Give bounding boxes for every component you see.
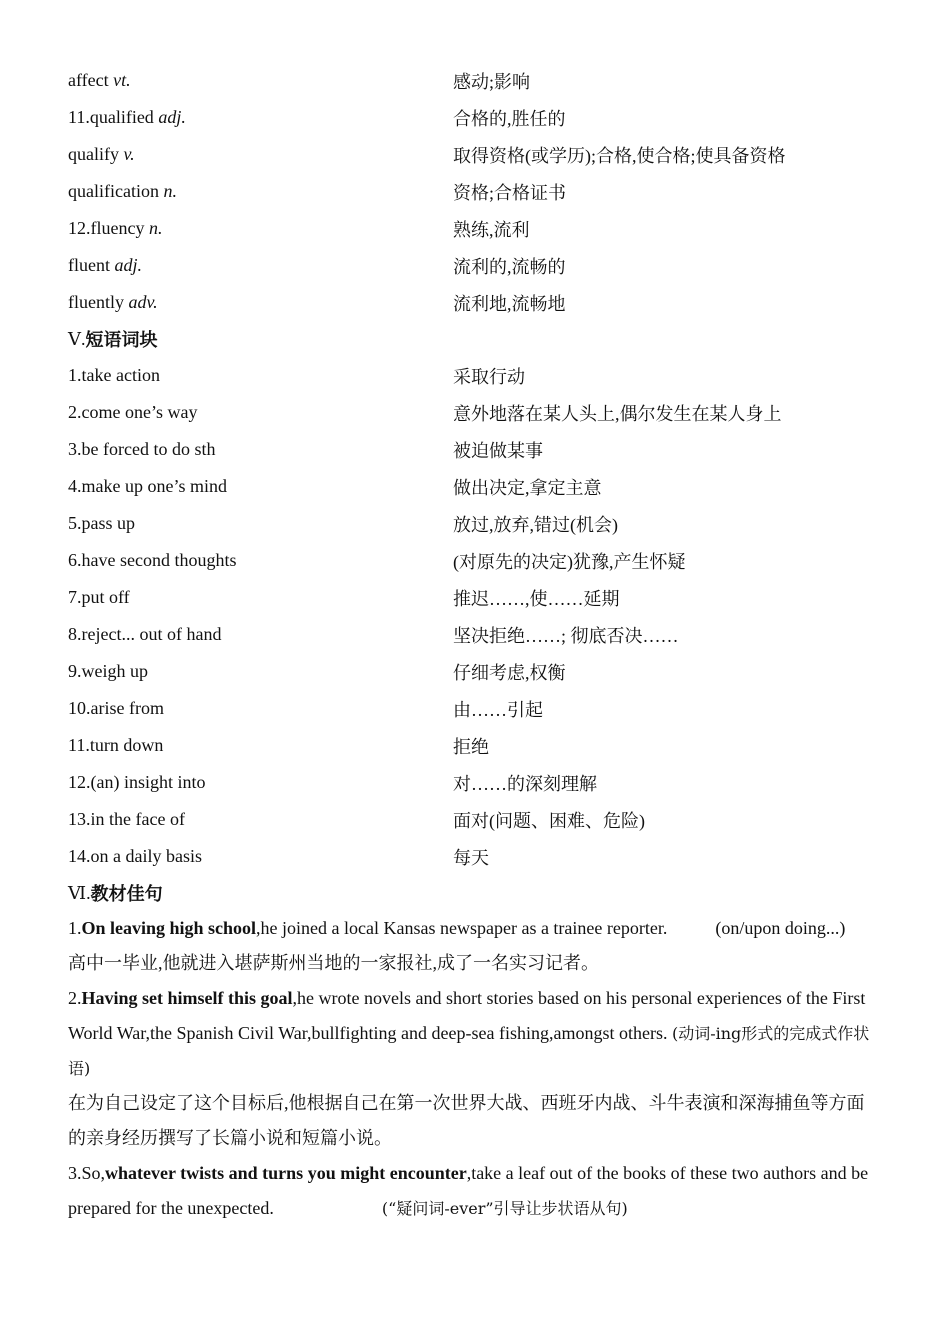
phrase-en: 8.reject... out of hand [68,624,222,644]
section-number: Ⅴ. [68,328,86,349]
phrase-row [68,431,880,468]
sentence-key-phrase: Having set himself this goal [81,988,293,1008]
vocab-pos: v. [123,144,135,164]
phrase-row [68,505,880,542]
phrase-en: 3.be forced to do sth [68,439,216,459]
vocab-pos: n. [163,181,177,201]
phrase-en: 1.take action [68,365,160,385]
phrase-zh: 推迟……,使……延期 [453,588,620,609]
sentence-text: ,he wrote novels and short stories based on his personal experiences of the First World War,the Spanish Civil War,bullfighting and deep-sea fishing,amongst others. [68,988,866,1043]
section-title: 教材佳句 [90,884,163,904]
sentence-number: 3.So, [68,1163,106,1183]
phrase-en: 6.have second thoughts [68,550,237,570]
vocab-row [68,136,880,173]
sentence-3 [68,1156,880,1226]
vocab-row [68,284,880,321]
phrase-zh: 仔细考虑,权衡 [453,662,566,683]
phrase-row [68,357,880,394]
vocab-pos: vt. [113,70,131,90]
section-title: 短语词块 [85,330,158,350]
vocab-pos: n. [148,218,163,238]
vocab-word: 12.fluency [68,218,145,238]
grammar-note: (“疑问词-ever”引导让步状语从句) [381,1199,628,1218]
phrase-row [68,579,880,616]
phrase-zh: 放过,放弃,错过(机会) [453,514,618,535]
sentence-number: 1. [68,918,82,938]
phrase-row [68,616,880,653]
phrase-en: 10.arise from [68,698,164,718]
vocab-word: 11.qualified [68,107,154,127]
vocab-meaning: 取得资格(或学历);合格,使合格;使具备资格 [453,145,786,166]
sentence-2 [68,981,880,1086]
phrase-zh: (对原先的决定)犹豫,产生怀疑 [453,551,686,572]
vocab-row [68,173,880,210]
phrase-en: 4.make up one’s mind [68,476,227,496]
phrase-zh: 意外地落在某人头上,偶尔发生在某人身上 [453,403,782,424]
vocab-meaning: 资格;合格证书 [453,182,567,203]
vocab-list [68,62,880,321]
vocab-row [68,210,880,247]
grammar-note: (动词-ing形式的完成式作状语) [68,1024,870,1078]
phrase-en: 11.turn down [68,735,164,755]
vocab-meaning: 合格的,胜任的 [453,108,566,129]
phrase-zh: 对……的深刻理解 [453,773,597,794]
vocab-word: affect [68,70,109,90]
phrase-row [68,542,880,579]
phrase-row [68,801,880,838]
vocab-pos: adj. [158,107,186,127]
phrase-row [68,690,880,727]
phrase-row [68,727,880,764]
section-heading-phrases [68,321,880,357]
phrase-row [68,468,880,505]
sentence-key-phrase: whatever twists and turns you might encounter [105,1163,467,1183]
sentence-text: ,he joined a local Kansas newspaper as a trainee reporter. [256,918,668,938]
vocab-meaning: 感动;影响 [453,71,531,92]
phrase-zh: 被迫做某事 [453,440,543,461]
sentence-key-phrase: On leaving high school [81,918,257,938]
grammar-note: (on/upon doing...) [715,918,846,938]
vocab-meaning: 流利地,流畅地 [453,293,566,314]
phrase-zh: 采取行动 [453,366,525,387]
vocab-word: fluent [68,255,110,275]
phrase-zh: 做出决定,拿定主意 [453,477,602,498]
vocab-pos: adj. [114,255,143,275]
phrase-list [68,357,880,875]
phrase-row [68,764,880,801]
phrase-zh: 面对(问题、困难、危险) [453,810,645,831]
vocab-meaning: 熟练,流利 [453,219,530,240]
phrase-en: 12.(an) insight into [68,772,206,792]
section-heading-sentences [68,875,880,911]
phrase-row [68,838,880,875]
phrase-en: 7.put off [68,587,130,607]
vocab-row [68,99,880,136]
vocab-word: qualify [68,144,119,164]
vocab-pos: adv. [128,292,158,312]
sentence-1 [68,911,880,946]
vocab-row [68,247,880,284]
phrase-en: 9.weigh up [68,661,148,681]
phrase-zh: 由……引起 [453,699,543,720]
phrase-en: 14.on a daily basis [68,846,202,866]
vocab-row [68,62,880,99]
phrase-en: 5.pass up [68,513,135,533]
document-page [68,62,880,1226]
phrase-row [68,394,880,431]
sentence-translation: 高中一毕业,他就进入堪萨斯州当地的一家报社,成了一名实习记者。 [68,953,599,973]
section-number: Ⅵ. [68,882,91,903]
phrase-zh: 每天 [453,847,489,868]
sentence-text: ,take a leaf out of the books of these two authors and be prepared for the unexpected. [68,1163,869,1218]
sentence-translation: 在为自己设定了这个目标后,他根据自己在第一次世界大战、西班牙内战、斗牛表演和深海捕鱼等方面的亲身经历撰写了长篇小说和短篇小说。 [68,1093,865,1148]
phrase-row [68,653,880,690]
phrase-zh: 拒绝 [453,736,489,757]
vocab-meaning: 流利的,流畅的 [453,256,566,277]
phrase-en: 13.in the face of [68,809,185,829]
phrase-zh: 坚决拒绝……; 彻底否决…… [453,625,679,646]
phrase-en: 2.come one’s way [68,402,198,422]
vocab-word: qualification [68,181,159,201]
vocab-word: fluently [68,292,124,312]
sentence-number: 2. [68,988,82,1008]
